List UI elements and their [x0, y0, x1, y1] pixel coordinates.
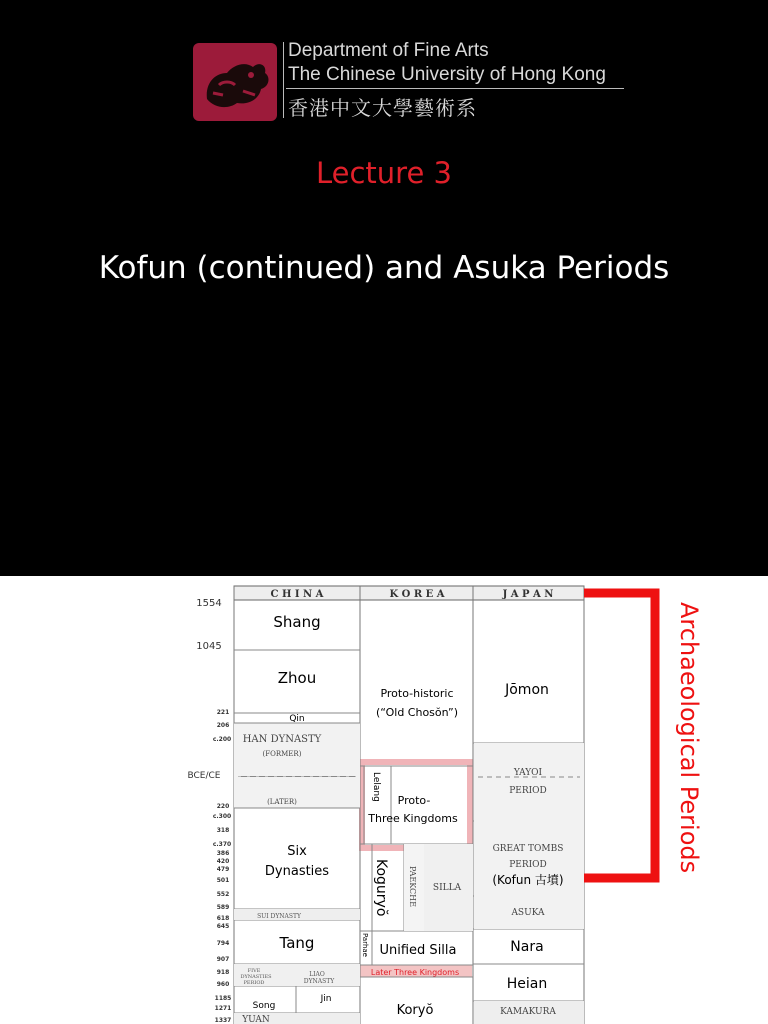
- archaeological-bracket: [584, 593, 655, 878]
- china-qin: Qin: [289, 714, 305, 724]
- japan-nara: Nara: [510, 939, 544, 955]
- date-bce-ce: BCE/CE: [187, 771, 221, 781]
- korea-koryo: Koryŏ: [396, 1003, 434, 1018]
- korea-unified-silla: Unified Silla: [379, 943, 457, 958]
- china-liao-dynasty: DYNASTY: [303, 978, 335, 985]
- japan-header: J A P A N: [502, 589, 554, 600]
- dept-name-line1: Department of Fine Arts: [288, 40, 489, 61]
- korea-koguryo: Koguryŏ: [373, 859, 389, 917]
- date-907: 907: [216, 956, 230, 963]
- japan-great-tombs: GREAT TOMBS: [492, 844, 564, 854]
- dragon-icon: [193, 43, 277, 121]
- japan-kofun: (Kofun 古墳): [492, 873, 564, 887]
- date-labels: [188, 598, 232, 1024]
- japan-yayoi: YAYOI: [513, 768, 543, 778]
- date-1337: 1337: [214, 1017, 232, 1024]
- date-501: 501: [216, 877, 230, 884]
- date-918: 918: [216, 969, 230, 976]
- china-header: C H I N A: [270, 589, 324, 600]
- japan-kamakura: KAMAKURA: [500, 1007, 556, 1017]
- china-five-period: PERIOD: [243, 980, 265, 986]
- korea-old-choson: (“Old Chosŏn”): [376, 706, 458, 719]
- china-yuan: YUAN: [242, 1015, 270, 1024]
- dept-name-chinese: 香港中文大學藝術系: [288, 96, 477, 120]
- japan-asuka: ASUKA: [511, 908, 545, 918]
- date-c300: c.300: [212, 813, 232, 820]
- china-jin: Jin: [320, 994, 332, 1004]
- lecture-number: Lecture 3: [316, 156, 452, 190]
- japan-jomon: Jōmon: [505, 682, 549, 698]
- date-318: 318: [216, 827, 230, 834]
- slide-title: Kofun (continued) and Asuka Periods: [98, 250, 670, 286]
- date-420: 420: [216, 858, 230, 865]
- date-589: 589: [216, 904, 230, 911]
- date-220: 220: [216, 803, 230, 810]
- korea-silla: SILLA: [432, 883, 462, 893]
- date-1045: 1045: [196, 641, 222, 652]
- timeline-chart: [0, 576, 768, 1024]
- china-zhou: Zhou: [277, 669, 317, 687]
- date-c200: c.200: [212, 736, 232, 743]
- china-five-dynasties: DYNASTIES: [240, 974, 272, 980]
- archaeological-periods-label: Archaeological Periods: [675, 602, 703, 874]
- date-645: 645: [216, 923, 230, 930]
- japan-yayoi-period: PERIOD: [509, 786, 547, 796]
- date-552: 552: [216, 891, 230, 898]
- japan-heian: Heian: [506, 976, 548, 992]
- date-1554: 1554: [196, 598, 222, 609]
- china-tang: Tang: [279, 934, 315, 952]
- header-divider: [283, 42, 284, 118]
- date-386: 386: [216, 850, 230, 857]
- china-liao: LIAO: [309, 971, 325, 978]
- china-six: Six: [287, 844, 307, 859]
- date-206: 206: [216, 722, 230, 729]
- header-rule: [286, 88, 624, 89]
- korea-lelang: Lelang: [371, 772, 381, 802]
- china-song: Song: [252, 1001, 276, 1011]
- japan-great-tombs-period: PERIOD: [509, 860, 547, 870]
- china-dividers: [234, 650, 360, 1013]
- china-five: FIVE: [247, 968, 261, 974]
- yayoi-block: [474, 743, 584, 821]
- date-618: 618: [216, 915, 230, 922]
- date-479: 479: [216, 866, 230, 873]
- china-han-later: (LATER): [267, 798, 297, 806]
- korea-three-kingdoms: Three Kingdoms: [368, 812, 458, 825]
- dept-name-line2: The Chinese University of Hong Kong: [288, 64, 606, 85]
- china-dynasties: Dynasties: [264, 864, 330, 879]
- date-c370: c.370: [212, 841, 232, 848]
- korea-proto-historic: Proto-historic: [380, 687, 454, 700]
- korea-proto: Proto-: [397, 794, 431, 807]
- korea-parhae: Parhae: [361, 933, 369, 957]
- timeline-figure: [0, 576, 768, 1024]
- korea-paekche: PAEKCHE: [408, 866, 417, 907]
- date-1271: 1271: [214, 1005, 232, 1012]
- date-794: 794: [216, 940, 230, 947]
- china-han-former: (FORMER): [262, 750, 302, 758]
- date-960: 960: [216, 981, 230, 988]
- dragon-seal-logo: [193, 43, 277, 121]
- china-han: HAN DYNASTY: [242, 734, 322, 745]
- korea-later-three-kingdoms: Later Three Kingdoms: [370, 968, 460, 977]
- china-shang: Shang: [273, 613, 321, 631]
- date-1185: 1185: [214, 995, 232, 1002]
- korea-header: K O R E A: [389, 589, 445, 600]
- date-221: 221: [216, 709, 230, 716]
- china-sui: SUI DYNASTY: [257, 913, 301, 920]
